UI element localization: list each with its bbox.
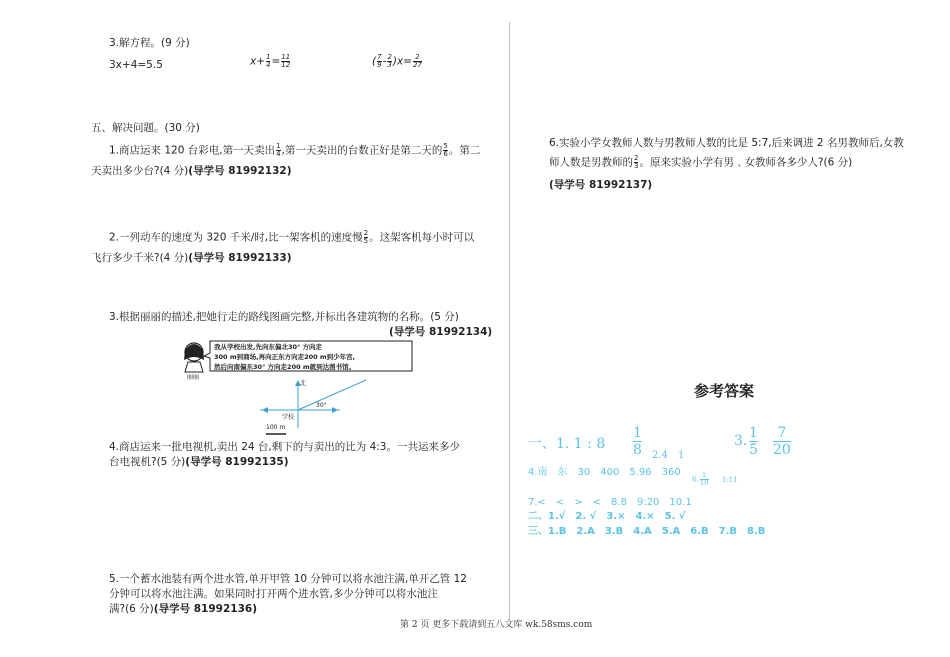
equation-3: ( $\frac{7}{9}$ - $\frac{2}{3}$ )x= $\frac{2}{27}$ — [372, 53, 422, 69]
question-1: 1.商店运来 120 台彩电,第一天卖出 $\frac{1}{4}$ ,第一天卖出的台数正好是第二天的 $\frac{5}{6}$ 。第二 — [109, 142, 481, 158]
answer-1-frac: $\frac{1}{8}$ — [633, 425, 642, 458]
equation-2: x+ $\frac{1}{4}$ = $\frac{11}{12}$ — [250, 53, 291, 69]
school-label: 学校 — [282, 414, 295, 421]
girl-illustration — [184, 343, 204, 372]
equation-1: 3x+4=5.5 — [109, 59, 163, 71]
question-3-ref: (导学号 81992134) — [389, 326, 493, 338]
answer-part-2: 二、1.√ 2. √ 3.× 4.× 5. √ — [528, 511, 686, 522]
angle-label: 30° — [316, 402, 327, 409]
answer-6: 6. $\frac{1}{10}$ 1:11 — [692, 471, 738, 487]
answer-part-3: 三、1.B 2.A 3.B 4.A 5.A 6.B 7.B 8.B — [528, 526, 766, 537]
question-6-ref: (导学号 81992137) — [549, 179, 653, 191]
route-diagram — [180, 338, 420, 438]
scale-label: 100 m — [266, 424, 286, 431]
question-5-line3: 满?(6 分)(导学号 81992136) — [109, 603, 257, 615]
question-2: 2.一列动车的速度为 320 千米∕时,比一架客机的速度慢 $\frac{2}{5}$ 。这架客机每小时可以 — [109, 229, 475, 245]
question-2-line2: 飞行多少千米?(4 分)(导学号 81992133) — [91, 252, 292, 264]
speech-bubble-text: 我从学校出发,先向东偏北30° 方向走 300 m到商场,再向正东方向走200 m到少年宫, 然后向南偏东30° 方向走200 m就到达图书馆。 — [214, 343, 356, 371]
question-5: 5.一个蓄水池装有两个进水管,单开甲管 10 分钟可以将水池注满,单开乙管 12 — [109, 573, 467, 585]
question-6: 6.实验小学女教师人数与男教师人数的比是 5:7,后来调进 2 名男教师后,女教 — [549, 137, 904, 149]
answer-2: 2.4 — [652, 450, 668, 461]
answer-3-fractions: $\frac{1}{5}$ $\frac{7}{20}$ — [749, 425, 791, 458]
section-5-title: 五、解决问题。(30 分) — [91, 122, 200, 134]
question-6-line2: 师人数是男教师的 $\frac{2}{3}$ 。原来实验小学有男﹑女教师各多少人?(6 分) — [549, 154, 853, 170]
answer-7: 7.< < > < 8.8 9:20 10.1 — [528, 497, 692, 508]
page-footer: 第 2 页 更多下载请到五八文库 wk.58sms.com — [400, 620, 593, 630]
answer-2b: 1 — [678, 450, 685, 461]
question-4: 4.商店运来一批电视机,卖出 24 台,剩下的与卖出的比为 4:3。一共运来多少 — [109, 441, 460, 453]
question-4-line2: 台电视机?(5 分)(导学号 81992135) — [109, 456, 289, 468]
question-5-line2: 分钟可以将水池注满。如果同时打开两个进水管,多少分钟可以将水池注 — [109, 588, 438, 600]
section-3-title: 3.解方程。(9 分) — [109, 37, 190, 49]
north-label: 北 — [300, 380, 307, 387]
answer-1-prefix: 一、1. 1 : 8 — [528, 436, 606, 452]
question-1-line2: 天卖出多少台?(4 分)(导学号 81992132) — [91, 165, 292, 177]
answer-title: 参考答案 — [694, 382, 755, 400]
answer-3-prefix: 3. — [734, 433, 748, 449]
girl-name: 丽丽 — [187, 374, 200, 381]
column-divider — [509, 22, 510, 620]
answer-4: 4.南 东 30 400 5.96 360 — [528, 467, 681, 478]
question-3: 3.根据丽丽的描述,把她行走的路线图画完整,并标出各建筑物的名称。(5 分) — [109, 311, 459, 323]
